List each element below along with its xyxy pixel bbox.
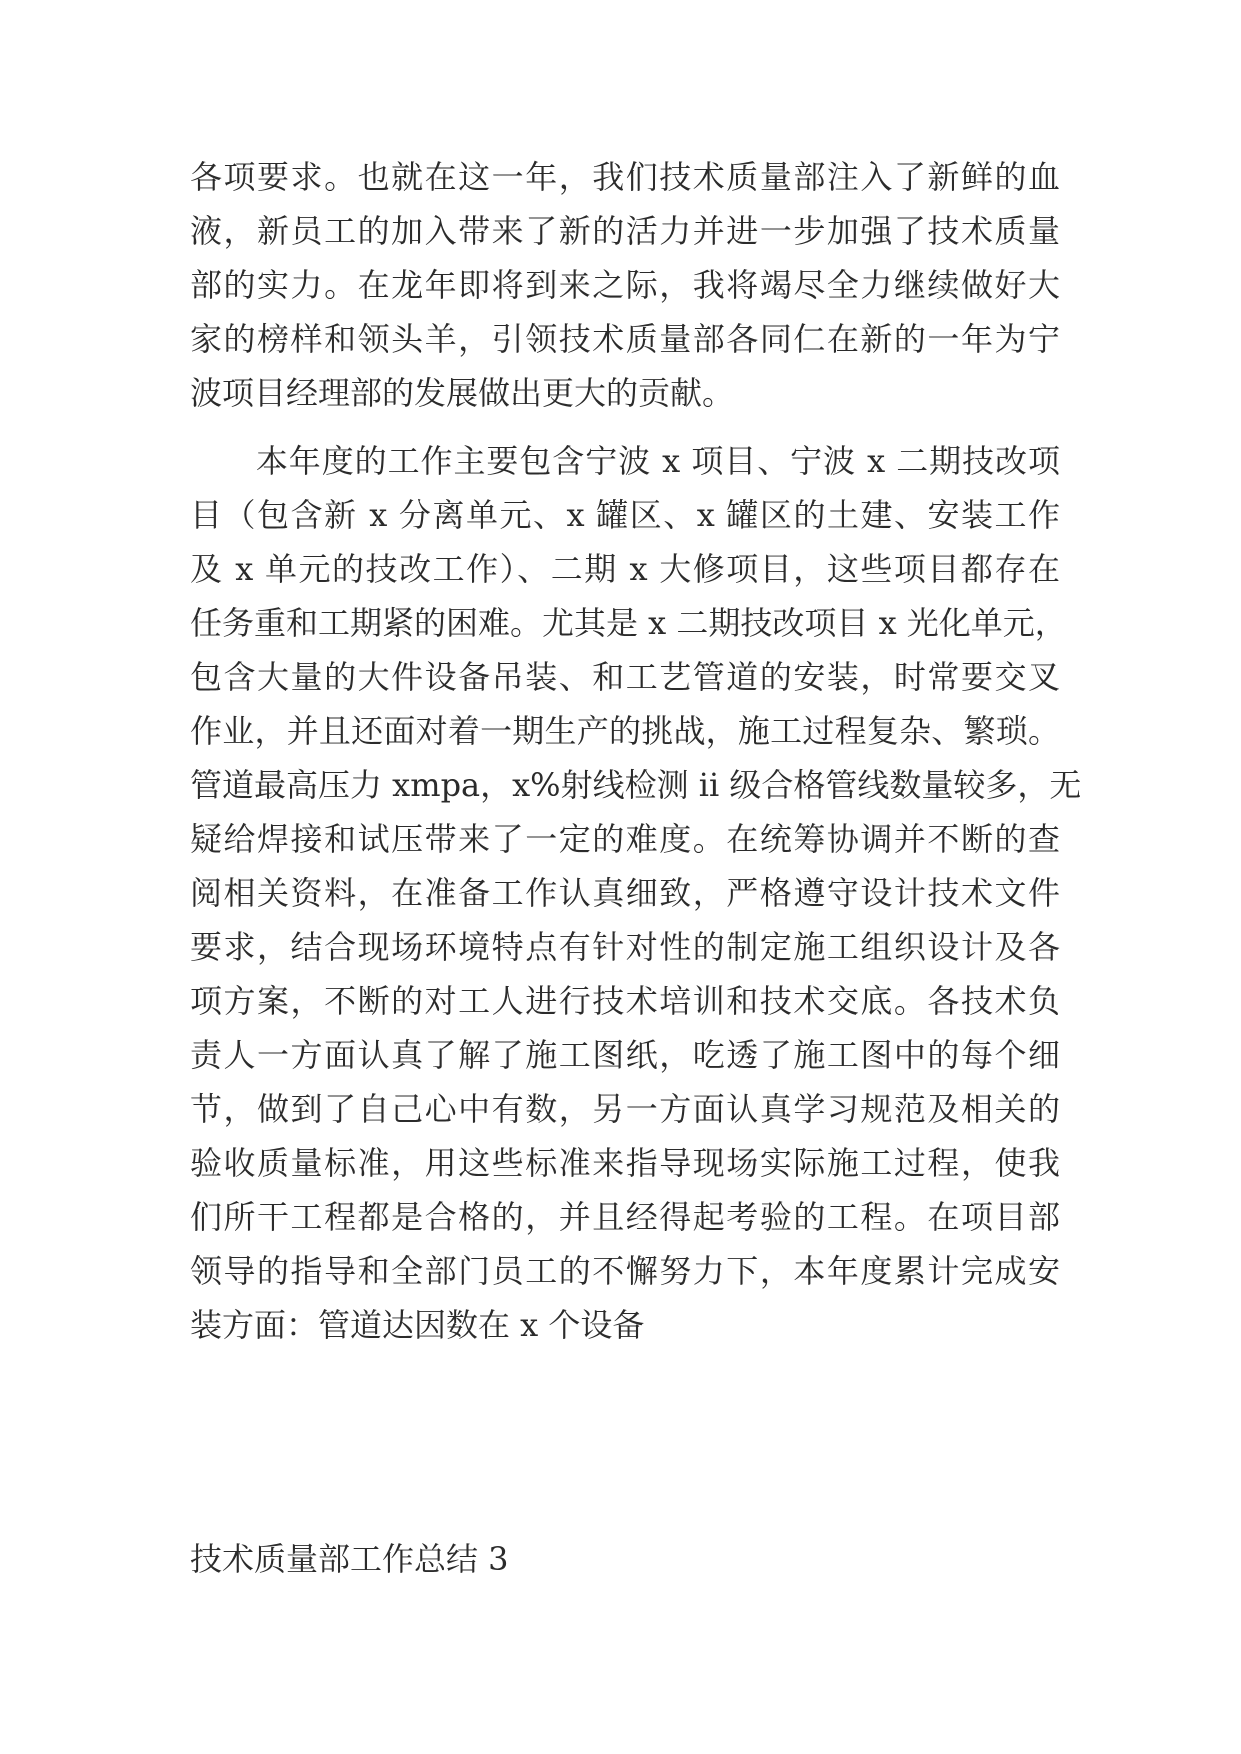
text-line: 阅相关资料，在准备工作认真细致，严格遵守设计技术文件 — [190, 874, 1060, 912]
text-line: 家的榜样和领头羊，引领技术质量部各同仁在新的一年为宁 — [190, 320, 1060, 358]
text-line: 验收质量标准，用这些标准来指导现场实际施工过程，使我 — [190, 1144, 1060, 1182]
text-line: 要求，结合现场环境特点有针对性的制定施工组织设计及各 — [190, 928, 1060, 966]
text-line: 领导的指导和全部门员工的不懈努力下，本年度累计完成安 — [190, 1252, 1060, 1290]
text-line: 包含大量的大件设备吊装、和工艺管道的安装，时常要交叉 — [190, 658, 1060, 696]
text-line: 项方案，不断的对工人进行技术培训和技术交底。各技术负 — [190, 982, 1060, 1020]
paragraph-2 — [190, 434, 1082, 1352]
paragraph-1 — [190, 150, 1060, 420]
section-heading: 技术质量部工作总结 3 — [190, 1540, 509, 1578]
text-line: 及 x 单元的技改工作）、二期 x 大修项目，这些项目都存在 — [190, 550, 1060, 588]
text-line: 波项目经理部的发展做出更大的贡献。 — [190, 374, 735, 412]
text-line: 节，做到了自己心中有数，另一方面认真学习规范及相关的 — [190, 1090, 1060, 1128]
text-line: 本年度的工作主要包含宁波 x 项目、宁波 x 二期技改项 — [190, 442, 1060, 480]
text-line: 们所干工程都是合格的，并且经得起考验的工程。在项目部 — [190, 1198, 1060, 1236]
text-line: 目（包含新 x 分离单元、x 罐区、x 罐区的土建、安装工作 — [190, 496, 1060, 534]
text-line: 任务重和工期紧的困难。尤其是 x 二期技改项目 x 光化单元， — [190, 604, 1067, 642]
text-line: 各项要求。也就在这一年，我们技术质量部注入了新鲜的血 — [190, 158, 1060, 196]
text-line: 装方面：管道达因数在 x 个设备 — [190, 1306, 645, 1344]
text-line: 疑给焊接和试压带来了一定的难度。在统筹协调并不断的查 — [190, 820, 1060, 858]
text-line: 液，新员工的加入带来了新的活力并进一步加强了技术质量 — [190, 212, 1060, 250]
text-line: 责人一方面认真了解了施工图纸，吃透了施工图中的每个细 — [190, 1036, 1060, 1074]
text-line: 作业，并且还面对着一期生产的挑战，施工过程复杂、繁琐。 — [190, 712, 1060, 750]
text-line: 管道最高压力 xmpa，x%射线检测 ii 级合格管线数量较多，无 — [190, 766, 1082, 804]
text-line: 部的实力。在龙年即将到来之际，我将竭尽全力继续做好大 — [190, 266, 1060, 304]
document-body — [190, 150, 1082, 1352]
paragraph-gap — [190, 420, 1060, 434]
